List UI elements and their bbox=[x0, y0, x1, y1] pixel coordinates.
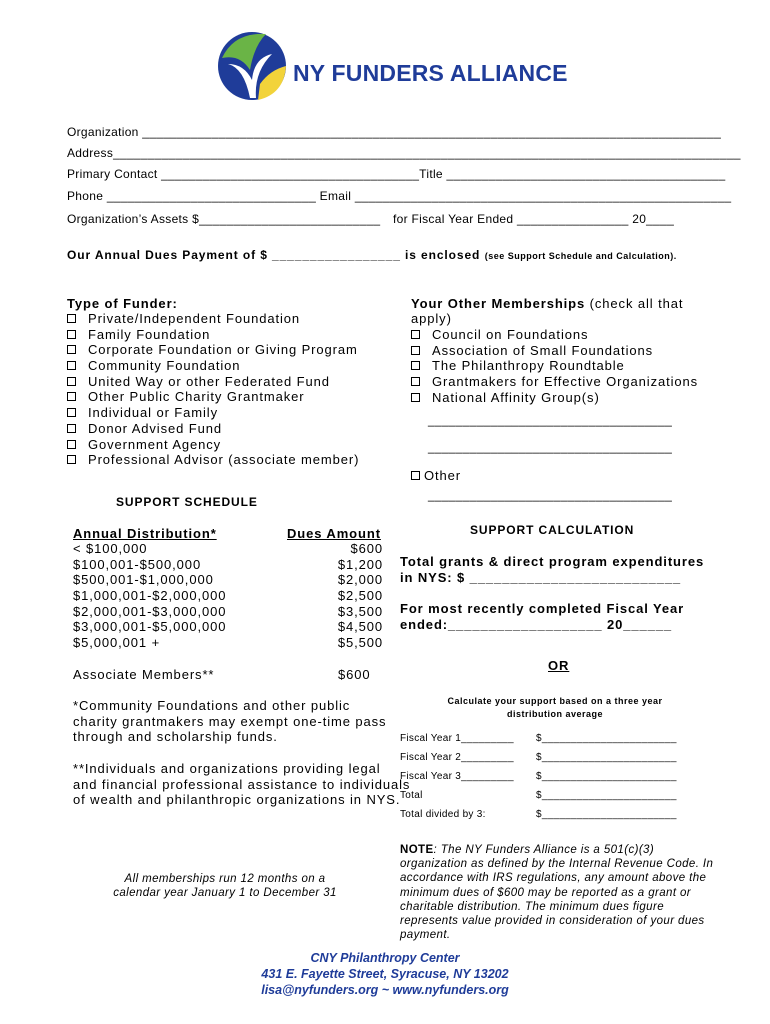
table-row: $5,000,001 + $5,500 bbox=[73, 635, 383, 651]
primary-contact-field[interactable]: Primary Contact _____________________________________Title ________________________________________ bbox=[67, 167, 726, 181]
dues-payment-note: (see Support Schedule and Calculation). bbox=[484, 251, 677, 261]
annual-distribution-header: Annual Distribution* bbox=[73, 526, 217, 541]
funder-type-item[interactable]: Private/Independent Foundation bbox=[67, 311, 359, 327]
footnote-community-foundations: *Community Foundations and other public charity grantmakers may exempt one-time pass through and scholarship funds. bbox=[73, 698, 387, 745]
funder-type-item[interactable]: United Way or other Federated Fund bbox=[67, 374, 359, 390]
checkbox-icon[interactable] bbox=[67, 424, 76, 433]
membership-term-note: All memberships run 12 months on a calendar year January 1 to December 31 bbox=[113, 873, 337, 899]
checkbox-icon[interactable] bbox=[67, 361, 76, 370]
footer-email-website[interactable]: lisa@nyfunders.org ~ www.nyfunders.org bbox=[261, 983, 509, 997]
funder-type-item[interactable]: Professional Advisor (associate member) bbox=[67, 452, 359, 468]
associate-members-amount: $600 bbox=[338, 667, 371, 682]
phone-email-field[interactable]: Phone ______________________________ Email ______________________________________________________ bbox=[67, 189, 732, 203]
support-calculation-title: SUPPORT CALCULATION bbox=[470, 523, 635, 537]
dues-payment-line[interactable] bbox=[67, 246, 677, 264]
funder-type-list bbox=[67, 311, 359, 468]
checkbox-icon[interactable] bbox=[67, 377, 76, 386]
fiscal-year-row[interactable]: Total divided by 3: $_______________________ bbox=[400, 809, 677, 820]
associate-members-label: Associate Members** bbox=[73, 667, 215, 682]
table-row: $3,000,001-$5,000,000 $4,500 bbox=[73, 619, 383, 635]
checkbox-icon[interactable] bbox=[67, 392, 76, 401]
logo bbox=[214, 28, 568, 104]
funder-type-item[interactable]: Family Foundation bbox=[67, 327, 359, 343]
table-row: < $100,000 $600 bbox=[73, 541, 383, 556]
dues-schedule-table bbox=[73, 541, 383, 651]
affinity-group-blank-1[interactable]: ___________________________________ bbox=[428, 413, 673, 427]
logo-mark-icon bbox=[214, 28, 290, 104]
checkbox-icon[interactable] bbox=[411, 377, 420, 386]
address-field[interactable]: Address__________________________________________________________________________________________ bbox=[67, 146, 741, 160]
fiscal-year-ended-field[interactable]: for Fiscal Year Ended ________________ 20____ bbox=[393, 212, 675, 226]
footer-address: 431 E. Fayette Street, Syracuse, NY 13202 bbox=[261, 967, 509, 981]
fiscal-year-row[interactable]: Fiscal Year 3_________ $_______________________ bbox=[400, 771, 677, 782]
checkbox-icon[interactable] bbox=[67, 455, 76, 464]
type-of-funder-heading: Type of Funder: bbox=[67, 296, 178, 311]
membership-item[interactable]: Council on Foundations bbox=[411, 327, 698, 343]
affinity-group-blank-2[interactable]: ___________________________________ bbox=[428, 440, 673, 454]
membership-item[interactable]: Association of Small Foundations bbox=[411, 343, 698, 359]
total-grants-field[interactable]: Total grants & direct program expenditures in NYS: $ __________________________ bbox=[400, 554, 705, 585]
table-row: $500,001-$1,000,000 $2,000 bbox=[73, 572, 383, 588]
membership-list bbox=[411, 327, 698, 405]
funder-type-item[interactable]: Community Foundation bbox=[67, 358, 359, 374]
checkbox-icon[interactable] bbox=[67, 330, 76, 339]
assets-field[interactable]: Organization’s Assets $__________________________ bbox=[67, 212, 381, 226]
dues-payment-label: Our Annual Dues Payment of $ _________________ is enclosed bbox=[67, 248, 481, 262]
membership-item[interactable]: National Affinity Group(s) bbox=[411, 390, 698, 406]
fiscal-year-ended-calc-field[interactable]: For most recently completed Fiscal Year ended:___________________ 20______ bbox=[400, 601, 685, 632]
membership-item[interactable]: The Philanthropy Roundtable bbox=[411, 358, 698, 374]
org-name-logo-text: NY FUNDERS ALLIANCE bbox=[293, 60, 568, 86]
table-row: $1,000,001-$2,000,000 $2,500 bbox=[73, 588, 383, 604]
funder-type-item[interactable]: Donor Advised Fund bbox=[67, 421, 359, 437]
dues-amount-header: Dues Amount bbox=[287, 526, 381, 541]
checkbox-icon[interactable] bbox=[67, 440, 76, 449]
footer-contact bbox=[185, 950, 585, 998]
or-label: OR bbox=[548, 658, 570, 673]
funder-type-item[interactable]: Individual or Family bbox=[67, 405, 359, 421]
fiscal-year-row[interactable]: Fiscal Year 2_________ $_______________________ bbox=[400, 752, 677, 763]
funder-type-item[interactable]: Corporate Foundation or Giving Program bbox=[67, 342, 359, 358]
checkbox-icon[interactable] bbox=[67, 314, 76, 323]
membership-other[interactable]: Other bbox=[411, 468, 461, 483]
membership-item[interactable]: Grantmakers for Effective Organizations bbox=[411, 374, 698, 390]
checkbox-icon[interactable] bbox=[67, 345, 76, 354]
footnote-associate-members: **Individuals and organizations providing legal and financial professional assistance to individuals of wealth and philanthropic organizations in NYS. bbox=[73, 761, 411, 808]
table-row: $100,001-$500,000 $1,200 bbox=[73, 556, 383, 572]
funder-type-item[interactable]: Other Public Charity Grantmaker bbox=[67, 389, 359, 405]
fiscal-year-row[interactable]: Total $_______________________ bbox=[400, 790, 677, 801]
checkbox-icon[interactable] bbox=[411, 346, 420, 355]
memberships-heading: Your Other Memberships (check all that bbox=[411, 296, 684, 311]
irs-note: NOTE: The NY Funders Alliance is a 501(c)(3) organization as defined by the Internal Revenue Code. In accordance with IRS regulations, any amount above the minimum dues of $600 may be reported as a grant or charitable distribution. The minimum dues figure represents value provided in consideration of your dues payment. bbox=[400, 844, 714, 942]
fiscal-year-row[interactable]: Fiscal Year 1_________ $_______________________ bbox=[400, 733, 677, 744]
organization-field[interactable]: Organization ___________________________________________________________________________________ bbox=[67, 125, 722, 139]
footer-org-name: CNY Philanthropy Center bbox=[310, 951, 460, 965]
three-year-average-instructions: Calculate your support based on a three year distribution average bbox=[447, 696, 663, 719]
fiscal-year-calculation bbox=[400, 729, 695, 824]
checkbox-icon[interactable] bbox=[411, 471, 420, 480]
other-membership-blank[interactable]: ___________________________________ bbox=[428, 488, 673, 502]
checkbox-icon[interactable] bbox=[411, 393, 420, 402]
checkbox-icon[interactable] bbox=[67, 408, 76, 417]
funder-type-item[interactable]: Government Agency bbox=[67, 437, 359, 453]
checkbox-icon[interactable] bbox=[411, 330, 420, 339]
checkbox-icon[interactable] bbox=[411, 361, 420, 370]
support-schedule-title: SUPPORT SCHEDULE bbox=[116, 495, 258, 509]
memberships-heading-cont: apply) bbox=[411, 311, 452, 326]
table-row: $2,000,001-$3,000,000 $3,500 bbox=[73, 603, 383, 619]
